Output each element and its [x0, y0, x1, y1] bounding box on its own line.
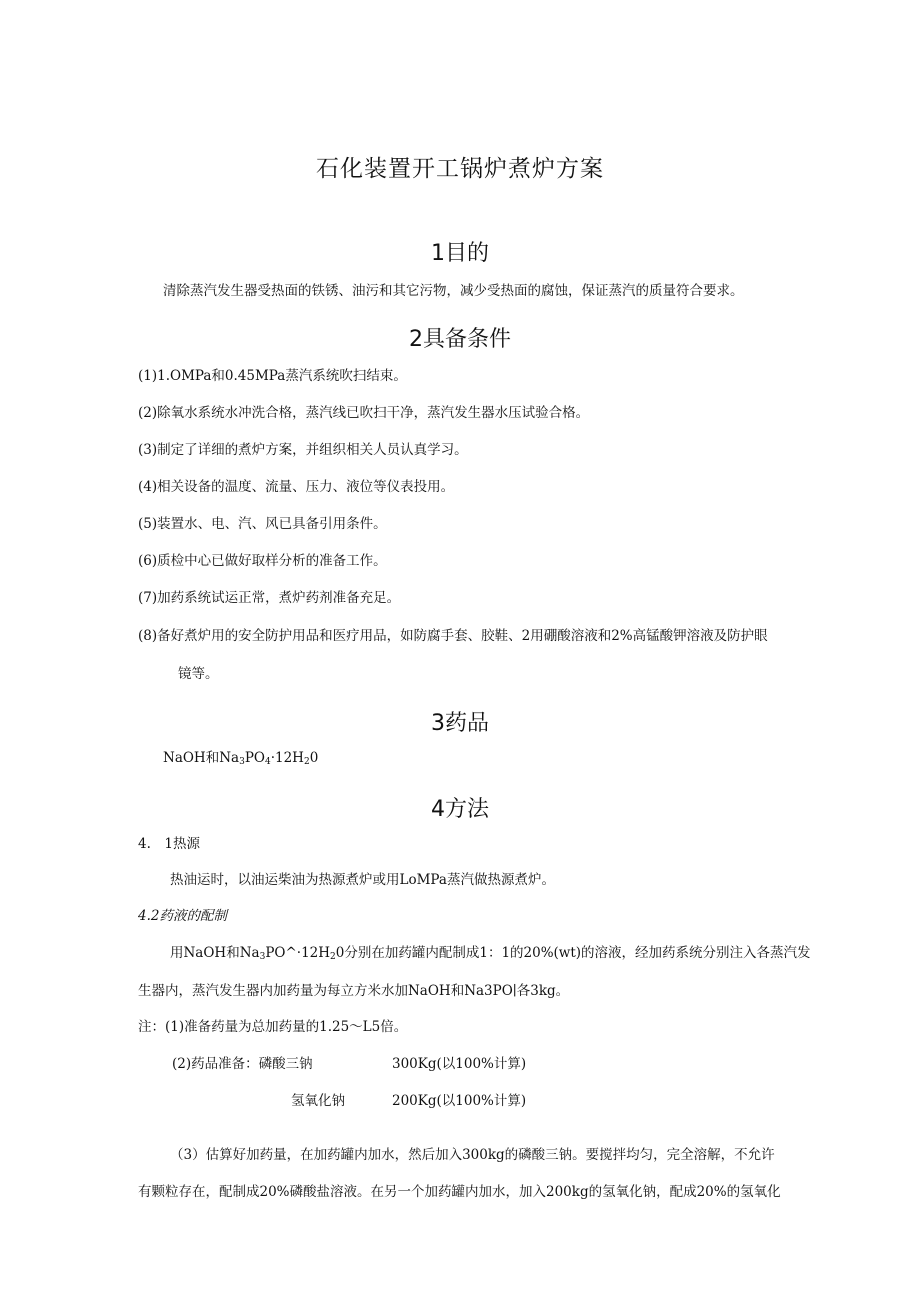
subsection-4-2-title: 4.2药液的配制	[138, 908, 227, 924]
document-title: 石化装置开工锅炉煮炉方案	[316, 156, 604, 182]
formula-subscript: 2	[303, 757, 310, 767]
condition-item: (2)除氧水系统水冲洗合格，蒸汽线已吹扫干净，蒸汽发生器水压试验合格。	[138, 405, 590, 421]
section-3-heading: 3药品	[431, 711, 489, 736]
body-part: 0分别在加药罐内配制成1：1的20%(wt)的溶液，经加药系统分别注入各蒸汽发	[335, 945, 811, 961]
formula-part: PO	[244, 750, 265, 766]
chemical-formula	[163, 748, 318, 768]
formula-part: NaOH和Na	[163, 750, 240, 766]
condition-item: (7)加药系统试运正常，煮炉药剂准备充足。	[138, 590, 401, 606]
paragraph-3-line-2: 有颗粒存在，配制成20%磷酸盐溶液。在另一个加药罐内加水，加入200kg的氢氧化钠，配成20%的氢氧化	[138, 1184, 781, 1200]
condition-item: (3)制定了详细的煮炉方案，并组织相关人员认真学习。	[138, 442, 468, 458]
body-part: PO^·12H	[265, 945, 331, 961]
formula-part: 0	[309, 750, 319, 766]
section-4-heading: 4方法	[431, 797, 489, 822]
subsection-4-2-body	[170, 943, 811, 963]
section-1-heading: 1目的	[431, 241, 489, 266]
subsection-4-1-body: 热油运时，以油运柴油为热源煮炉或用LoMPa蒸汽做热源煮炉。	[170, 872, 555, 888]
condition-item: (6)质检中心已做好取样分析的准备工作。	[138, 553, 387, 569]
prep-value-2: 200Kg(以100%计算)	[392, 1093, 527, 1109]
formula-subscript: 4	[264, 757, 271, 767]
formula-part: ·12H	[270, 750, 304, 766]
section-1-body: 清除蒸汽发生器受热面的铁锈、油污和其它污物，减少受热面的腐蚀，保证蒸汽的质量符合要求。	[163, 283, 744, 299]
condition-item-continuation: 镜等。	[178, 666, 219, 682]
subsection-4-2-body-cont: 生器内，蒸汽发生器内加药量为每立方米水加NaOH和Na3PO∣各3kg。	[138, 983, 570, 999]
formula-subscript: 3	[239, 757, 245, 767]
condition-item: (1)1.OMPa和0.45MPa蒸汽系统吹扫结束。	[138, 368, 407, 384]
paragraph-3-line-1: （3）估算好加药量，在加药罐内加水，然后加入300kg的磷酸三钠。要搅拌均匀，完全溶解，不允许	[170, 1147, 775, 1163]
section-2-heading: 2具备条件	[409, 327, 511, 352]
subsection-4-1-title: 4. 1热源	[138, 836, 200, 852]
prep-value-1: 300Kg(以100%计算)	[392, 1056, 527, 1072]
prep-label: (2)药品准备：磷酸三钠	[172, 1056, 313, 1072]
condition-item: (5)装置水、电、汽、风已具备引用条件。	[138, 516, 387, 532]
formula-subscript: 2	[330, 952, 336, 962]
formula-subscript: 3	[259, 952, 266, 962]
condition-item: (4)相关设备的温度、流量、压力、液位等仪表投用。	[138, 479, 455, 495]
body-part: 用NaOH和Na	[170, 945, 260, 961]
note-line: 注：(1)准备药量为总加药量的1.25～L5倍。	[138, 1019, 408, 1035]
condition-item: (8)备好煮炉用的安全防护用品和医疗用品，如防腐手套、胶鞋、2用硼酸溶液和2%高锰酸钾溶液及防护眼	[138, 628, 768, 644]
prep-name-2: 氢氧化钠	[291, 1093, 345, 1109]
